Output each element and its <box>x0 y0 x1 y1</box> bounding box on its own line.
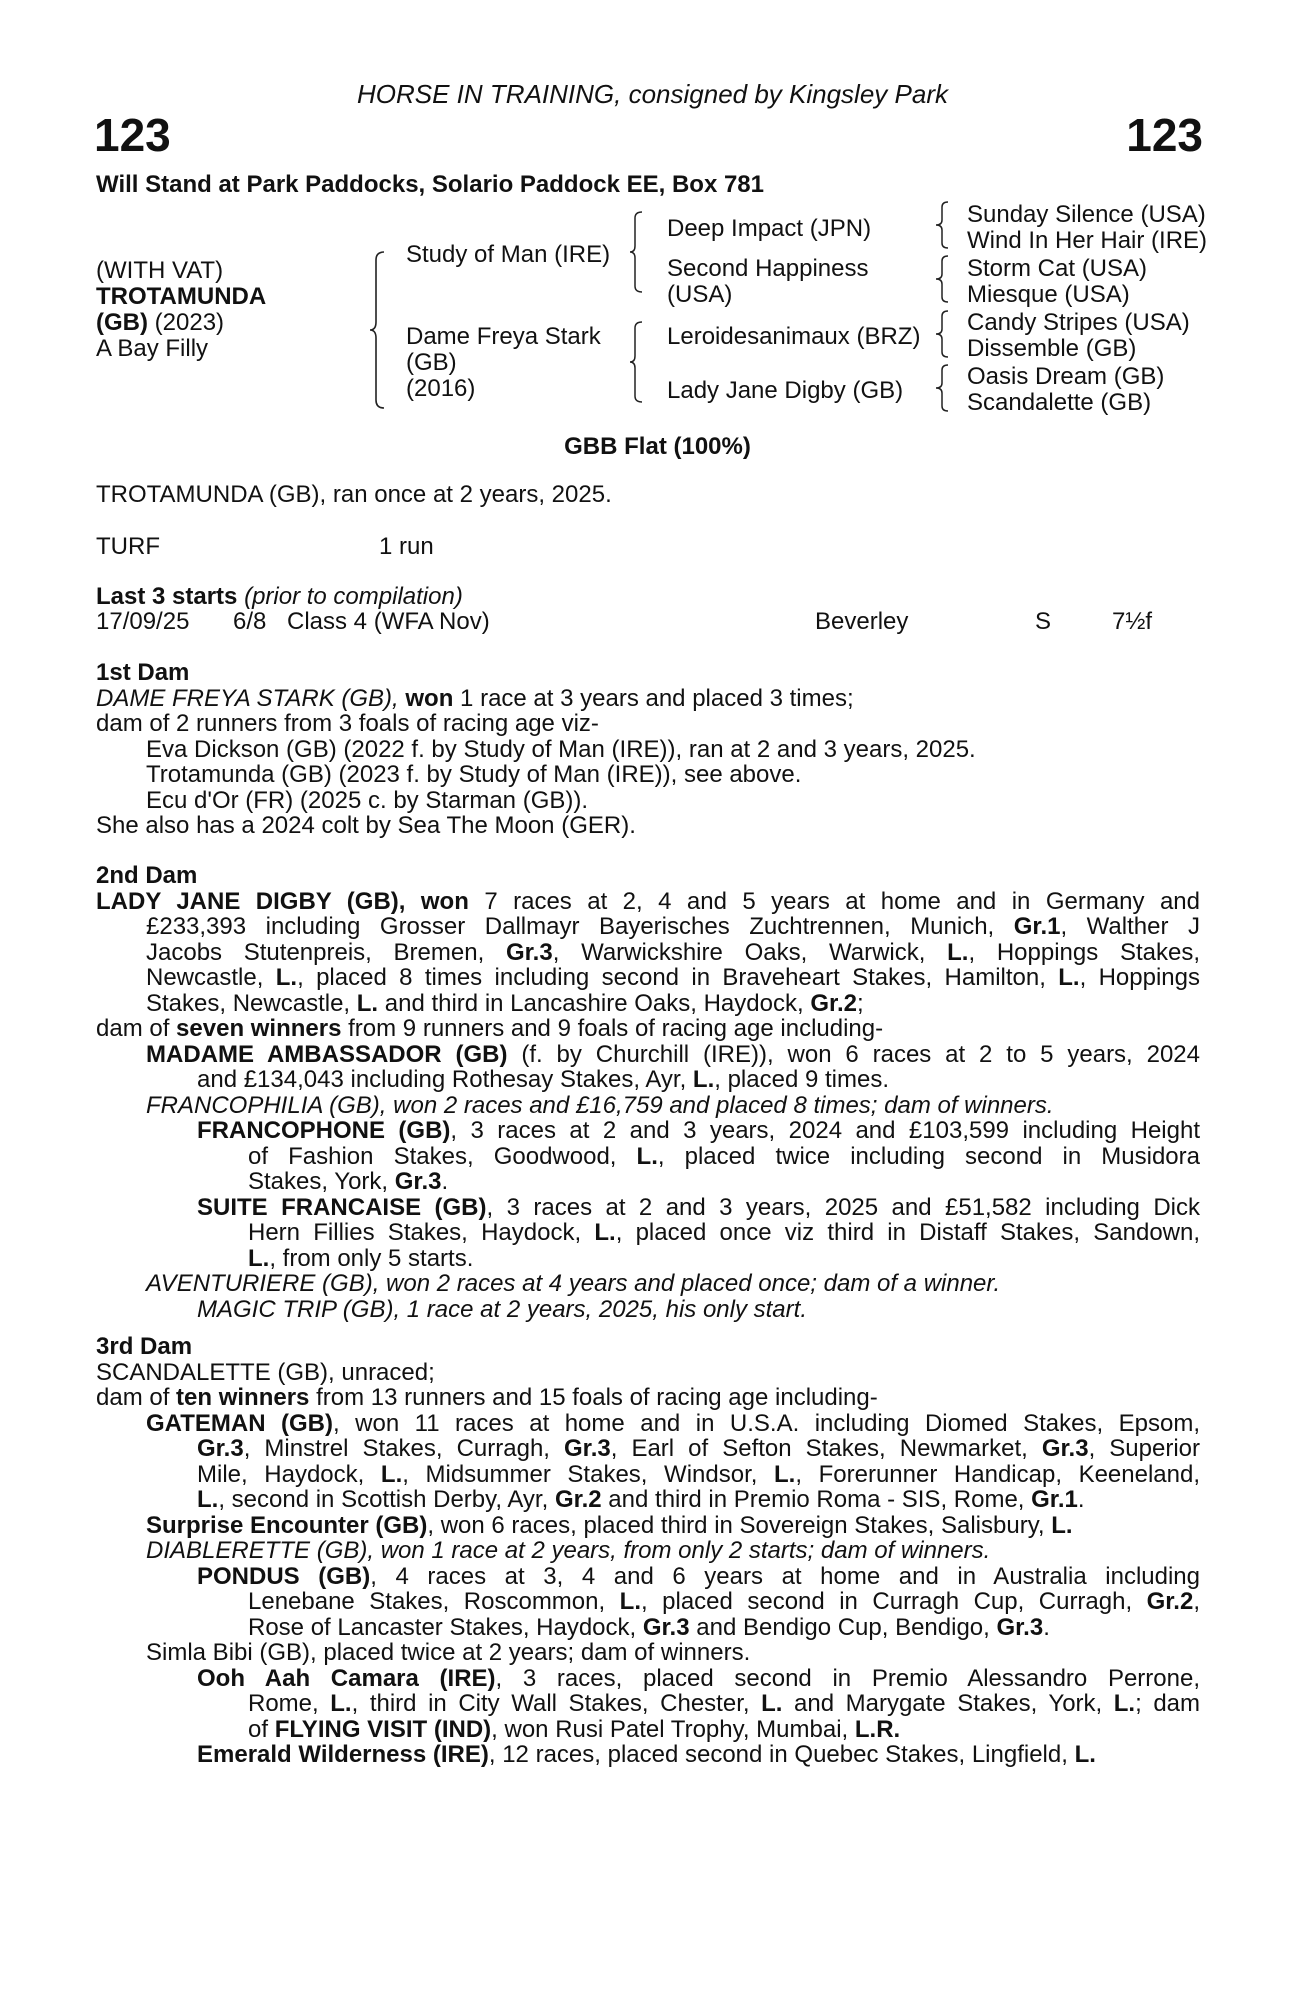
second-dam-line: Jacobs Stutenpreis, Bremen, Gr.3, Warwickshire Oaks, Warwick, L., Hoppings Stakes, <box>146 939 1200 965</box>
pedigree-dss: Candy Stripes (USA) <box>967 309 1190 336</box>
produce-item-cont: and £134,043 including Rothesay Stakes, Ayr, L., placed 9 times. <box>197 1066 889 1093</box>
pedigree-sire-sire: Deep Impact (JPN) <box>667 215 872 242</box>
produce-item: SUITE FRANCAISE (GB), 3 races at 2 and 3 years, 2025 and £51,582 including Dick <box>197 1194 1200 1220</box>
produce-item-cont: Hern Fillies Stakes, Haydock, L., placed once viz third in Distaff Stakes, Sandown, <box>248 1220 1200 1246</box>
pedigree-bracket-sire <box>628 210 644 294</box>
pedigree-bracket-main <box>368 250 388 410</box>
produce-item: Surprise Encounter (GB), won 6 races, placed third in Sovereign Stakes, Salisbury, L. <box>146 1511 1073 1539</box>
first-dam-produce: dam of 2 runners from 3 foals of racing age viz- <box>96 710 599 737</box>
produce-item: FRANCOPHONE (GB), 3 races at 2 and 3 years, 2024 and £103,599 including Height <box>197 1118 1200 1144</box>
third-dam-heading: 3rd Dam <box>96 1333 193 1360</box>
third-dam-produce: dam of ten winners from 13 runners and 15 foals of racing age including- <box>96 1384 878 1411</box>
surface-label: TURF <box>96 533 160 560</box>
produce-item-cont: Lenebane Stakes, Roscommon, L., placed second in Curragh Cup, Curragh, Gr.2, <box>248 1589 1200 1615</box>
horse-description: A Bay Filly <box>96 335 209 362</box>
pedigree-sire-dam-line2: (USA) <box>667 281 733 308</box>
first-dam-section <box>96 660 1200 839</box>
produce-item-cont: Stakes, York, Gr.3. <box>248 1168 449 1195</box>
start-course: Beverley <box>815 608 909 635</box>
second-dam-line: Newcastle, L., placed 8 times including second in Braveheart Stakes, Hamilton, L., Hoppings <box>146 965 1200 991</box>
pedigree-sire-dam-line1: Second Happiness <box>667 255 869 282</box>
produce-item-cont: Rome, L., third in City Wall Stakes, Chester, L. and Marygate Stakes, York, L.; dam <box>248 1691 1200 1717</box>
horse-name: TROTAMUNDA <box>96 283 267 310</box>
pedigree-sss: Sunday Silence (USA) <box>967 201 1206 228</box>
pedigree-dam-sire: Leroidesanimaux (BRZ) <box>667 323 921 350</box>
produce-item: MADAME AMBASSADOR (GB) (f. by Churchill (IRE)), won 6 races at 2 to 5 years, 2024 <box>146 1041 1200 1067</box>
third-dam-line: SCANDALETTE (GB), unraced; <box>96 1358 435 1386</box>
horse-year: (2023) <box>147 309 225 336</box>
start-race: Class 4 (WFA Nov) <box>287 608 490 635</box>
first-dam-heading: 1st Dam <box>96 659 190 686</box>
pedigree-ddd: Scandalette (GB) <box>967 389 1152 416</box>
pedigree-ssd: Wind In Her Hair (IRE) <box>967 227 1208 254</box>
produce-item: PONDUS (GB), 4 races at 3, 4 and 6 years at home and in Australia including <box>197 1563 1200 1589</box>
last-starts-title: Last 3 starts <box>96 583 238 610</box>
pedigree-dds: Oasis Dream (GB) <box>967 363 1165 390</box>
produce-item: Emerald Wilderness (IRE), 12 races, placed second in Quebec Stakes, Lingfield, L. <box>197 1741 1096 1768</box>
produce-item: Ooh Aah Camara (IRE), 3 races, placed second in Premio Alessandro Perrone, <box>197 1665 1200 1691</box>
pedigree-bracket-ss <box>934 200 950 250</box>
first-dam-note: She also has a 2024 colt by Sea The Moon (GER). <box>96 812 636 839</box>
produce-item-cont: Gr.3, Minstrel Stakes, Curragh, Gr.3, Earl of Sefton Stakes, Newmarket, Gr.3, Superior <box>197 1436 1200 1462</box>
catalogue-subtitle: HORSE IN TRAINING, consigned by Kingsley Park <box>357 79 948 109</box>
third-dam-section <box>96 1334 1200 1768</box>
pedigree-bracket-ds <box>934 309 950 359</box>
lot-number-right: 123 <box>1126 109 1203 161</box>
second-dam-heading: 2nd Dam <box>96 862 198 889</box>
produce-item: Trotamunda (GB) (2023 f. by Study of Man (IRE)), see above. <box>146 761 802 788</box>
pedigree-dam-line2: (GB) <box>406 349 457 376</box>
second-dam-produce: dam of seven winners from 9 runners and 9 foals of racing age including- <box>96 1015 884 1042</box>
gbb-classification: GBB Flat (100%) <box>564 433 751 460</box>
pedigree-dam-dam: Lady Jane Digby (GB) <box>667 377 904 404</box>
pedigree-bracket-dd <box>934 363 950 413</box>
pedigree-bracket-sd <box>934 254 950 304</box>
produce-item: Eva Dickson (GB) (2022 f. by Study of Man (IRE)), ran at 2 and 3 years, 2025. <box>146 735 976 763</box>
produce-item: Ecu d'Or (FR) (2025 c. by Starman (GB)). <box>146 786 589 814</box>
horse-country: (GB) <box>96 309 148 336</box>
start-position: 6/8 <box>233 608 267 635</box>
second-dam-section <box>96 863 1200 1322</box>
first-dam-line: DAME FREYA STARK (GB), won 1 race at 3 years and placed 3 times; <box>96 684 854 712</box>
produce-item-cont: Mile, Haydock, L., Midsummer Stakes, Windsor, L., Forerunner Handicap, Keeneland, <box>197 1461 1200 1487</box>
last-starts-note: (prior to compilation) <box>244 583 463 610</box>
start-date: 17/09/25 <box>96 608 190 635</box>
produce-item: DIABLERETTE (GB), won 1 race at 2 years, from only 2 starts; dam of winners. <box>146 1537 991 1564</box>
second-dam-line: LADY JANE DIGBY (GB), won 7 races at 2, 4 and 5 years at home and in Germany and <box>96 888 1200 914</box>
produce-item-cont: Rose of Lancaster Stakes, Haydock, Gr.3 and Bendigo Cup, Bendigo, Gr.3. <box>248 1613 1050 1641</box>
second-dam-line: Stakes, Newcastle, L. and third in Lancashire Oaks, Haydock, Gr.2; <box>146 989 864 1017</box>
pedigree-dam-line3: (2016) <box>406 375 476 402</box>
last-starts-heading <box>96 584 463 609</box>
pedigree-sds: Storm Cat (USA) <box>967 255 1148 282</box>
pedigree-dam-line1: Dame Freya Stark <box>406 323 601 350</box>
produce-item-cont: L., second in Scottish Derby, Ayr, Gr.2 and third in Premio Roma - SIS, Rome, Gr.1. <box>197 1486 1085 1513</box>
produce-item-cont: of FLYING VISIT (IND), won Rusi Patel Trophy, Mumbai, L.R. <box>248 1715 901 1743</box>
vat-status: (WITH VAT) <box>96 257 224 284</box>
produce-item: GATEMAN (GB), won 11 races at home and in U.S.A. including Diomed Stakes, Epsom, <box>146 1410 1200 1436</box>
start-going: S <box>1035 608 1052 635</box>
start-distance: 7½f <box>1112 608 1153 635</box>
produce-item: Simla Bibi (GB), placed twice at 2 years; dam of winners. <box>146 1639 751 1666</box>
produce-item-cont: of Fashion Stakes, Goodwood, L., placed twice including second in Musidora <box>248 1143 1200 1169</box>
stabling-location: Will Stand at Park Paddocks, Solario Paddock EE, Box 781 <box>96 171 765 198</box>
pedigree-bracket-dam <box>628 320 644 404</box>
surface-runs: 1 run <box>379 533 434 560</box>
produce-item: AVENTURIERE (GB), won 2 races at 4 years and placed once; dam of a winner. <box>146 1270 1001 1297</box>
race-summary: TROTAMUNDA (GB), ran once at 2 years, 2025. <box>96 481 612 508</box>
lot-number-left: 123 <box>94 109 171 161</box>
pedigree-sire: Study of Man (IRE) <box>406 241 611 268</box>
produce-item-cont: L., from only 5 starts. <box>248 1244 474 1272</box>
pedigree-dsd: Dissemble (GB) <box>967 335 1137 362</box>
pedigree-sdd: Miesque (USA) <box>967 281 1130 308</box>
produce-item: MAGIC TRIP (GB), 1 race at 2 years, 2025, his only start. <box>197 1295 807 1323</box>
produce-item: FRANCOPHILIA (GB), won 2 races and £16,759 and placed 8 times; dam of winners. <box>146 1091 1054 1119</box>
second-dam-line: £233,393 including Grosser Dallmayr Bayerisches Zuchtrennen, Munich, Gr.1, Walther J <box>146 914 1200 940</box>
horse-origin <box>96 310 224 335</box>
